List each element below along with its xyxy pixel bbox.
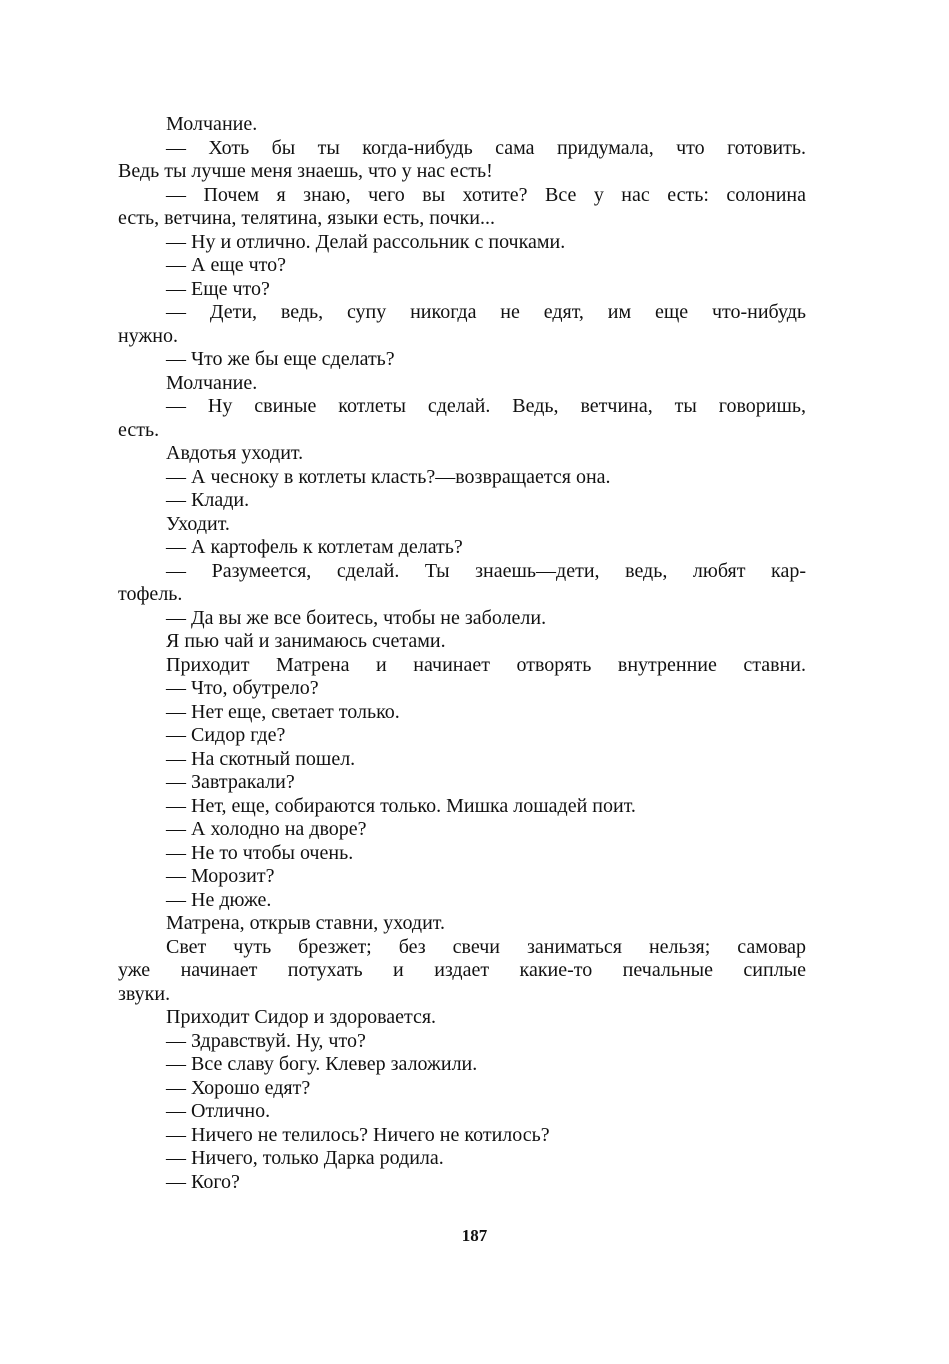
text-line: — Кого? — [166, 1170, 240, 1193]
text-line: — А чесноку в котлеты класть?—возвращается она. — [166, 465, 611, 488]
text-line: — Завтракали? — [166, 771, 295, 793]
text-line: — Сидор где? — [166, 724, 286, 746]
text-line: звуки. — [118, 982, 171, 1005]
text-line: — Дети, ведь, супу никогда не едят, им еще что-нибудь — [166, 301, 806, 323]
page-number: 187 — [461, 1226, 488, 1245]
text-line: — Хоть бы ты когда-нибудь сама придумала, что готовить. — [166, 136, 806, 159]
text-line: Молчание. — [166, 371, 258, 394]
text-line: Приходит Матрена и начинает отворять внутренние ставни. — [166, 653, 806, 676]
text-line: — Хорошо едят? — [166, 1076, 311, 1099]
text-line: — Разумеется, сделай. Ты знаешь—дети, ведь, любят кар- — [166, 559, 806, 582]
text-line: — Ничего не телилось? Ничего не котилось? — [166, 1123, 550, 1146]
text-line: Приходит Сидор и здоровается. — [166, 1006, 437, 1028]
text-line: Я пью чай и занимаюсь счетами. — [166, 630, 446, 652]
text-line: Авдотья уходит. — [166, 442, 304, 464]
text-line: — А картофель к котлетам делать? — [166, 536, 463, 558]
text-line: — Что же бы еще сделать? — [166, 348, 395, 370]
text-line: — Нет, еще, собираются только. Мишка лошадей поит. — [166, 794, 636, 817]
text-line: Молчание. — [166, 113, 258, 135]
text-block — [118, 113, 806, 1194]
text-line: — Здравствуй. Ну, что? — [166, 1029, 366, 1052]
text-line: — Ну и отлично. Делай рассольник с почками. — [166, 230, 566, 253]
text-line: уже начинает потухать и издает какие-то печальные сиплые — [118, 959, 806, 981]
text-line: Матрена, открыв ставни, уходит. — [166, 912, 446, 934]
text-line: Свет чуть брезжет; без свечи заниматься нельзя; самовар — [166, 935, 806, 958]
text-line: Ведь ты лучше меня знаешь, что у нас есть! — [118, 160, 493, 182]
text-line: — Нет еще, светает только. — [166, 700, 400, 723]
text-line: нужно. — [118, 324, 178, 347]
text-line: — Почем я знаю, чего вы хотите? Все у нас есть: солонина — [166, 183, 806, 206]
text-line: — Не дюже. — [166, 888, 272, 911]
text-line: — Ничего, только Дарка родила. — [166, 1147, 444, 1169]
text-line: — Не то чтобы очень. — [166, 841, 354, 864]
text-line: — Еще что? — [166, 277, 270, 300]
text-line: — Клади. — [166, 489, 250, 511]
text-line: — Да вы же все боитесь, чтобы не заболели. — [166, 606, 547, 629]
text-line: Уходит. — [166, 512, 230, 535]
text-line: — А холодно на дворе? — [166, 818, 367, 840]
text-line: есть, ветчина, телятина, языки есть, почки... — [118, 207, 495, 229]
text-line: есть. — [118, 418, 160, 441]
text-line: — Морозит? — [166, 865, 275, 887]
text-line: — Все славу богу. Клевер заложили. — [166, 1053, 478, 1075]
text-line: — На скотный пошел. — [166, 747, 356, 770]
text-line: — Что, обутрело? — [166, 677, 319, 699]
text-line: — Отлично. — [166, 1100, 271, 1122]
text-line: — Ну свиные котлеты сделай. Ведь, ветчина, ты говоришь, — [166, 395, 806, 417]
text-line: — А еще что? — [166, 254, 287, 276]
text-line: тофель. — [118, 583, 183, 605]
